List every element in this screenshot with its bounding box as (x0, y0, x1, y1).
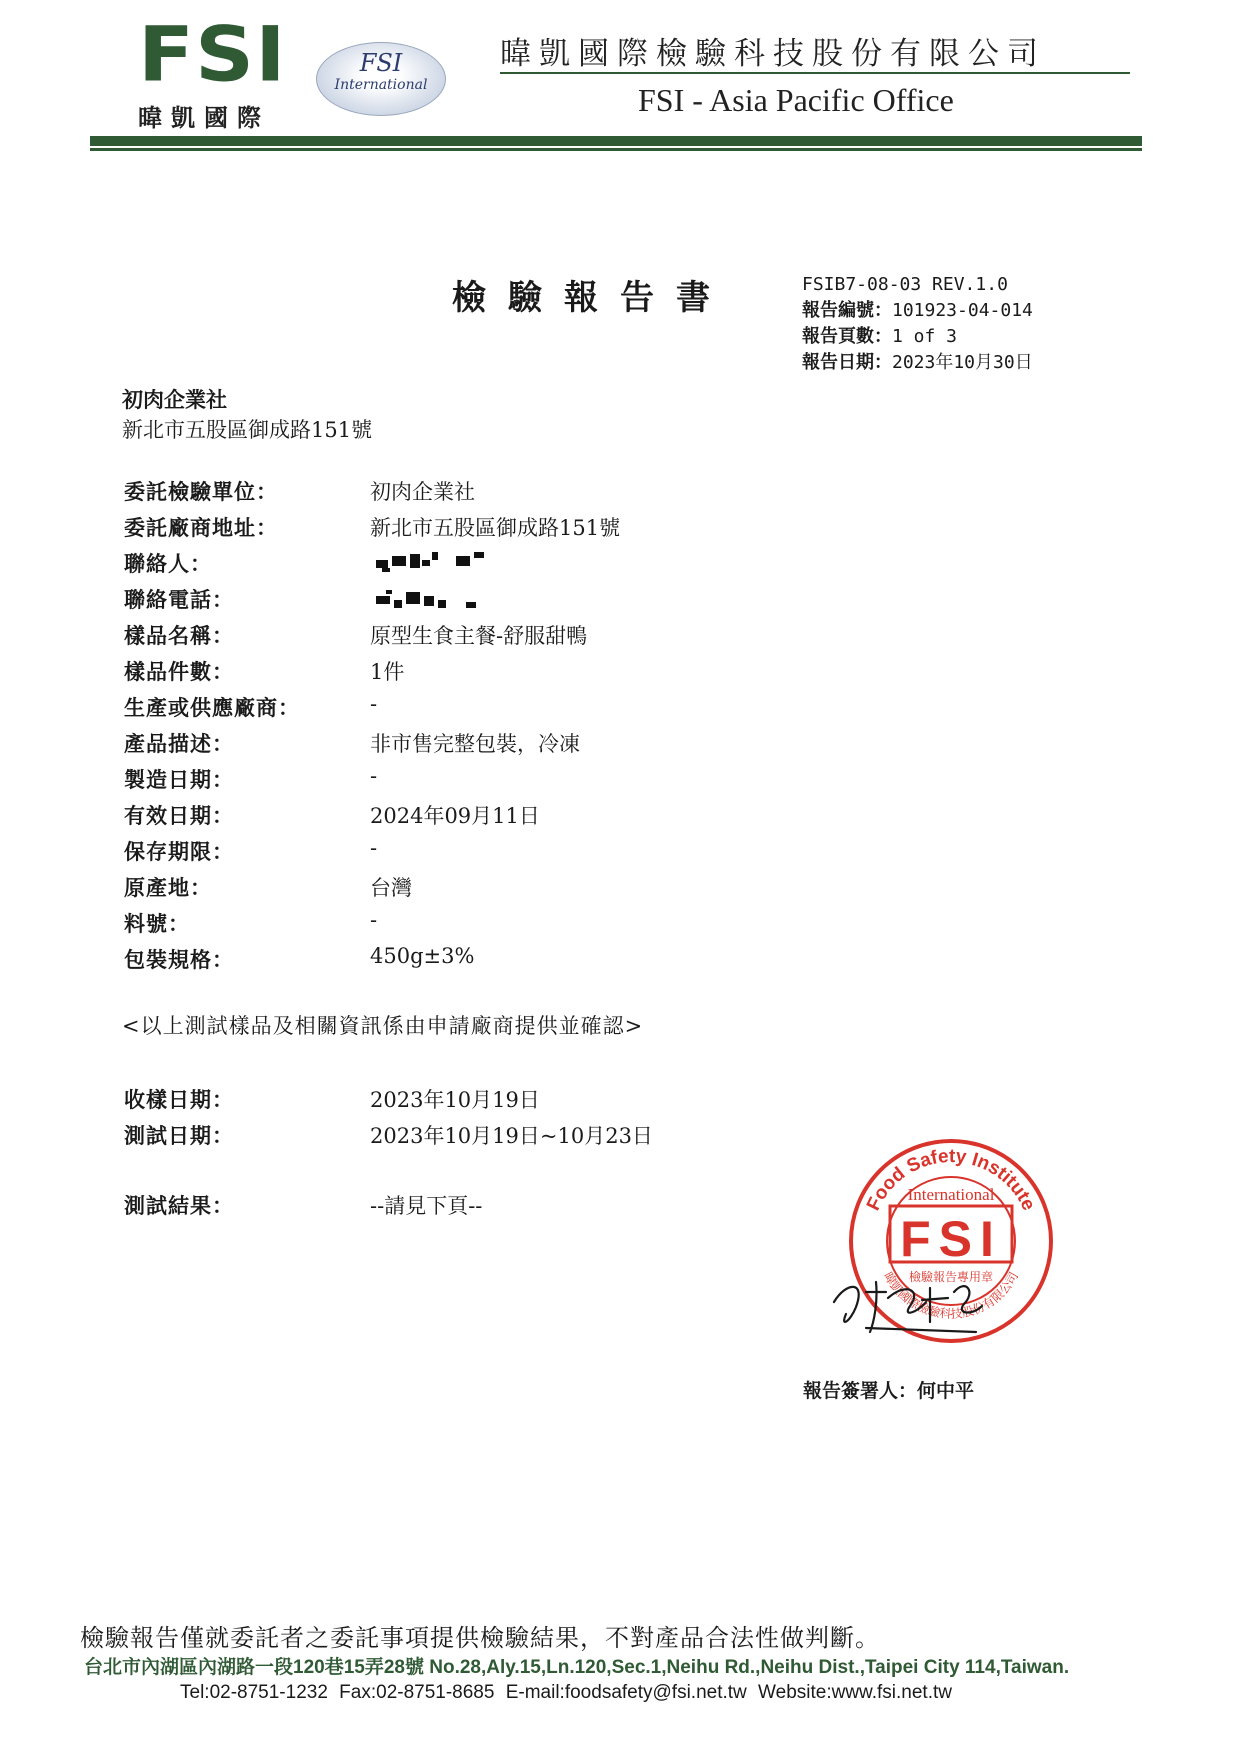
field-row (0, 764, 1241, 798)
stamp-center: FSI (900, 1211, 1002, 1267)
stamp-bottom: 檢驗報告專用章 (908, 1270, 994, 1284)
signer-name: 何中平 (917, 1380, 975, 1402)
footer-address: 台北市內湖區內湖路一段120巷15弄28號 No.28,Aly.15,Ln.120,Sec.1,Neihu Rd.,Neihu Dist.,Taipei City 114,Taiwan. (84, 1657, 1070, 1678)
field-row (0, 620, 1241, 654)
footer-contact: Tel:02-8751-1232 Fax:02-8751-8685 E-mail:foodsafety@fsi.net.tw Website:www.fsi.net.tw (180, 1682, 952, 1703)
field-row (0, 692, 1241, 726)
footer-disclaimer: 檢驗報告僅就委託者之委託事項提供檢驗結果，不對產品合法性做判斷。 (80, 1624, 880, 1652)
field-row (0, 548, 1241, 582)
field-row (0, 656, 1241, 690)
field-value: 原型生食主餐-舒服甜鴨 (370, 624, 588, 648)
field-row (0, 836, 1241, 870)
report-number: 101923-04-014 (892, 300, 1033, 321)
redacted-contact-name (376, 552, 500, 572)
field-row (0, 728, 1241, 762)
field-row (0, 944, 1241, 978)
field-label: 生產或供應廠商： (124, 695, 300, 720)
field-row (0, 800, 1241, 834)
field-value: 台灣 (370, 876, 412, 900)
signer-label: 報告簽署人： (803, 1380, 918, 1402)
stamp-ring-bottom: 暐凱國際檢驗科技股份有限公司 (880, 1269, 1022, 1322)
form-code: FSIB7-08-03 REV.1.0 (802, 274, 1008, 295)
addressee-name: 初肉企業社 (122, 387, 227, 412)
field-label: 聯絡人： (124, 551, 212, 576)
field-row (0, 908, 1241, 942)
field-label: 有效日期： (124, 803, 234, 828)
field-row (0, 512, 1241, 546)
field-label: 製造日期： (124, 767, 234, 792)
field-value: - (370, 692, 378, 716)
report-date: 2023年10月30日 (892, 352, 1033, 373)
date-label: 收樣日期： (124, 1087, 234, 1112)
field-value: 初肉企業社 (370, 480, 475, 504)
field-label: 聯絡電話： (124, 587, 234, 612)
field-value: - (370, 764, 378, 788)
field-value: 新北市五股區御成路151號 (370, 516, 621, 540)
date-row (0, 1120, 1241, 1154)
company-name-english: FSI - Asia Pacific Office (638, 82, 954, 118)
date-row (0, 1084, 1241, 1118)
badge-line1: FSI (359, 49, 403, 77)
report-title: 檢驗報告書 (452, 278, 732, 318)
field-label: 樣品件數： (124, 659, 234, 684)
field-value: 2024年09月11日 (370, 804, 540, 828)
date-label: 測試日期： (124, 1123, 234, 1148)
result-label: 測試結果： (124, 1193, 234, 1218)
stamp-ring-text: Food Safety Institute (862, 1145, 1040, 1214)
header-rule (90, 136, 1142, 146)
field-value: - (370, 836, 378, 860)
date-value: 2023年10月19日~10月23日 (370, 1124, 653, 1148)
company-name-chinese: 暐凱國際檢驗科技股份有限公司 (500, 36, 1046, 72)
header-rule-thin (90, 148, 1142, 151)
report-date-line (802, 350, 1033, 376)
company-divider (500, 72, 1130, 74)
field-label: 產品描述： (124, 731, 234, 756)
field-row (0, 476, 1241, 510)
result-value: --請見下頁-- (370, 1194, 483, 1218)
addressee-address: 新北市五股區御成路151號 (122, 418, 373, 442)
report-number-line (802, 298, 1033, 324)
result-row (0, 1190, 1241, 1224)
report-pages-label: 報告頁數： (802, 326, 892, 347)
badge-line2: International (334, 77, 428, 93)
field-label: 委託檢驗單位： (124, 479, 278, 504)
report-signer (803, 1376, 974, 1403)
report-pages: 1 of 3 (892, 326, 958, 347)
handwritten-signature (826, 1262, 1006, 1342)
fsi-international-badge (316, 42, 446, 116)
fsi-logo: FSI (138, 11, 287, 99)
report-meta (802, 272, 1033, 376)
sample-info-note: <以上測試樣品及相關資訊係由申請廠商提供並確認> (122, 1014, 644, 1038)
redacted-contact-phone (376, 590, 500, 610)
date-value: 2023年10月19日 (370, 1088, 540, 1112)
stamp-line1: International (907, 1185, 995, 1204)
report-date-label: 報告日期： (802, 352, 892, 373)
field-value: 450g±3% (370, 944, 475, 968)
field-value: 非市售完整包裝，冷凍 (370, 732, 580, 756)
field-label: 樣品名稱： (124, 623, 234, 648)
field-label: 委託廠商地址： (124, 515, 278, 540)
field-label: 料號： (124, 911, 190, 936)
field-label: 原產地： (124, 875, 212, 900)
field-row (0, 584, 1241, 618)
field-value: - (370, 908, 378, 932)
field-label: 保存期限： (124, 839, 234, 864)
field-value: 1件 (370, 660, 405, 684)
report-pages-line (802, 324, 1033, 350)
field-label: 包裝規格： (124, 947, 234, 972)
field-row (0, 872, 1241, 906)
report-number-label: 報告編號： (802, 300, 892, 321)
fsi-logo-chinese: 暐凱國際 (138, 104, 270, 132)
